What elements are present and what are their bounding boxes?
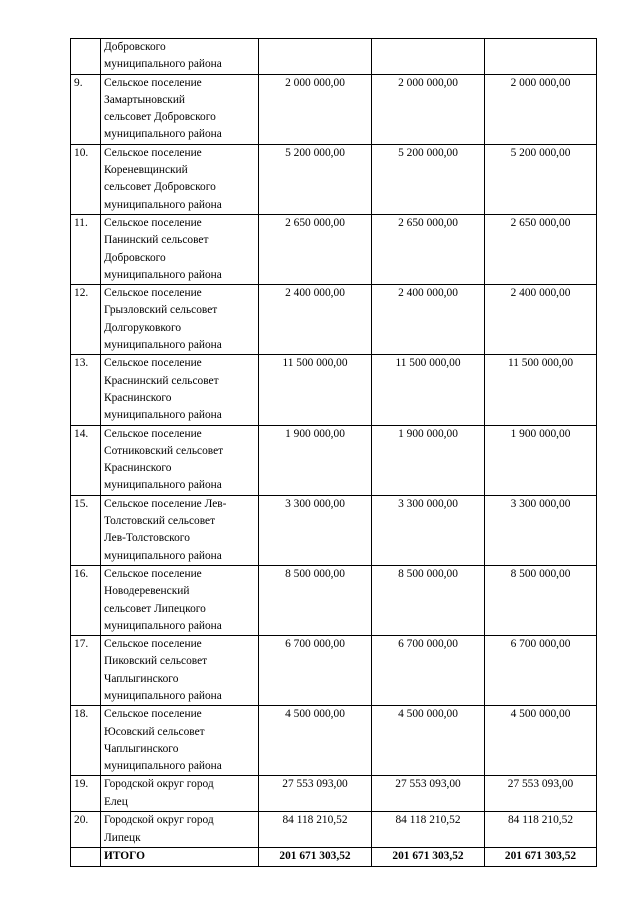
table-row	[71, 425, 597, 495]
amount-year1-cell: 4 500 000,00	[259, 706, 372, 776]
table-row	[71, 285, 597, 355]
amount-year1-cell: 2 650 000,00	[259, 214, 372, 284]
table-row	[71, 495, 597, 565]
municipality-name-cell: Сельское поселение Замартыновский сельсовет Добровского муниципального района	[101, 74, 259, 144]
row-number-cell: 15.	[71, 495, 101, 565]
row-number-cell: 14.	[71, 425, 101, 495]
amount-year3-cell: 6 700 000,00	[485, 636, 597, 706]
municipality-name-cell: Сельское поселение Сотниковский сельсовет Краснинского муниципального района	[101, 425, 259, 495]
municipality-name-cell: Сельское поселение Панинский сельсовет Добровского муниципального района	[101, 214, 259, 284]
amount-year2-cell: 5 200 000,00	[372, 144, 485, 214]
row-number-cell	[71, 39, 101, 75]
table-row	[71, 812, 597, 848]
row-number-cell	[71, 848, 101, 866]
amount-year2-cell: 4 500 000,00	[372, 706, 485, 776]
municipality-name-cell: Городской округ город Елец	[101, 776, 259, 812]
row-number-cell: 12.	[71, 285, 101, 355]
row-number-cell: 17.	[71, 636, 101, 706]
amount-year1-cell	[259, 39, 372, 75]
amount-year1-cell: 2 400 000,00	[259, 285, 372, 355]
municipality-name-cell: Сельское поселение Лев- Толстовский сельсовет Лев-Толстовского муниципального района	[101, 495, 259, 565]
row-number-cell: 16.	[71, 565, 101, 635]
row-number-cell: 13.	[71, 355, 101, 425]
municipality-name-cell: Сельское поселение Новодеревенский сельсовет Липецкого муниципального района	[101, 565, 259, 635]
amount-year3-cell: 3 300 000,00	[485, 495, 597, 565]
amount-year3-cell: 27 553 093,00	[485, 776, 597, 812]
amount-year2-cell: 11 500 000,00	[372, 355, 485, 425]
table-row	[71, 144, 597, 214]
amount-year2-cell: 2 400 000,00	[372, 285, 485, 355]
budget-distribution-table	[70, 38, 597, 867]
amount-year3-cell: 8 500 000,00	[485, 565, 597, 635]
amount-year1-cell: 1 900 000,00	[259, 425, 372, 495]
amount-year3-cell: 84 118 210,52	[485, 812, 597, 848]
amount-year2-cell: 1 900 000,00	[372, 425, 485, 495]
municipality-name-cell: Городской округ город Липецк	[101, 812, 259, 848]
amount-year3-cell: 2 400 000,00	[485, 285, 597, 355]
amount-year3-cell: 2 650 000,00	[485, 214, 597, 284]
municipality-name-cell: Сельское поселение Пиковский сельсовет Чаплыгинского муниципального района	[101, 636, 259, 706]
table-row-continuation	[71, 39, 597, 75]
amount-year1-cell: 84 118 210,52	[259, 812, 372, 848]
amount-year1-cell: 6 700 000,00	[259, 636, 372, 706]
table-row	[71, 776, 597, 812]
amount-year1-cell: 27 553 093,00	[259, 776, 372, 812]
table-row	[71, 636, 597, 706]
municipality-name-cell: Добровского муниципального района	[101, 39, 259, 75]
amount-year1-cell: 5 200 000,00	[259, 144, 372, 214]
amount-year2-cell: 3 300 000,00	[372, 495, 485, 565]
municipality-name-cell: Сельское поселение Краснинский сельсовет Краснинского муниципального района	[101, 355, 259, 425]
table-row	[71, 214, 597, 284]
municipality-name-cell: Сельское поселение Кореневщинский сельсовет Добровского муниципального района	[101, 144, 259, 214]
amount-year3-cell: 1 900 000,00	[485, 425, 597, 495]
amount-year3-cell	[485, 39, 597, 75]
table-row	[71, 706, 597, 776]
amount-year3-cell: 11 500 000,00	[485, 355, 597, 425]
table-row	[71, 355, 597, 425]
total-label-cell: ИТОГО	[101, 848, 259, 866]
amount-year3-cell: 4 500 000,00	[485, 706, 597, 776]
amount-year2-cell: 8 500 000,00	[372, 565, 485, 635]
municipality-name-cell: Сельское поселение Юсовский сельсовет Чаплыгинского муниципального района	[101, 706, 259, 776]
amount-year1-cell: 8 500 000,00	[259, 565, 372, 635]
amount-year2-cell: 2 650 000,00	[372, 214, 485, 284]
amount-year1-cell: 11 500 000,00	[259, 355, 372, 425]
municipality-name-cell: Сельское поселение Грызловский сельсовет Долгоруковкого муниципального района	[101, 285, 259, 355]
total-row	[71, 848, 597, 866]
row-number-cell: 10.	[71, 144, 101, 214]
amount-year2-cell: 2 000 000,00	[372, 74, 485, 144]
row-number-cell: 9.	[71, 74, 101, 144]
total-year1-cell: 201 671 303,52	[259, 848, 372, 866]
total-year3-cell: 201 671 303,52	[485, 848, 597, 866]
amount-year1-cell: 2 000 000,00	[259, 74, 372, 144]
amount-year2-cell: 84 118 210,52	[372, 812, 485, 848]
row-number-cell: 18.	[71, 706, 101, 776]
amount-year2-cell: 6 700 000,00	[372, 636, 485, 706]
amount-year3-cell: 5 200 000,00	[485, 144, 597, 214]
row-number-cell: 20.	[71, 812, 101, 848]
table-body	[71, 39, 597, 867]
total-year2-cell: 201 671 303,52	[372, 848, 485, 866]
amount-year2-cell	[372, 39, 485, 75]
table-row	[71, 74, 597, 144]
amount-year3-cell: 2 000 000,00	[485, 74, 597, 144]
amount-year1-cell: 3 300 000,00	[259, 495, 372, 565]
amount-year2-cell: 27 553 093,00	[372, 776, 485, 812]
row-number-cell: 19.	[71, 776, 101, 812]
table-row	[71, 565, 597, 635]
row-number-cell: 11.	[71, 214, 101, 284]
